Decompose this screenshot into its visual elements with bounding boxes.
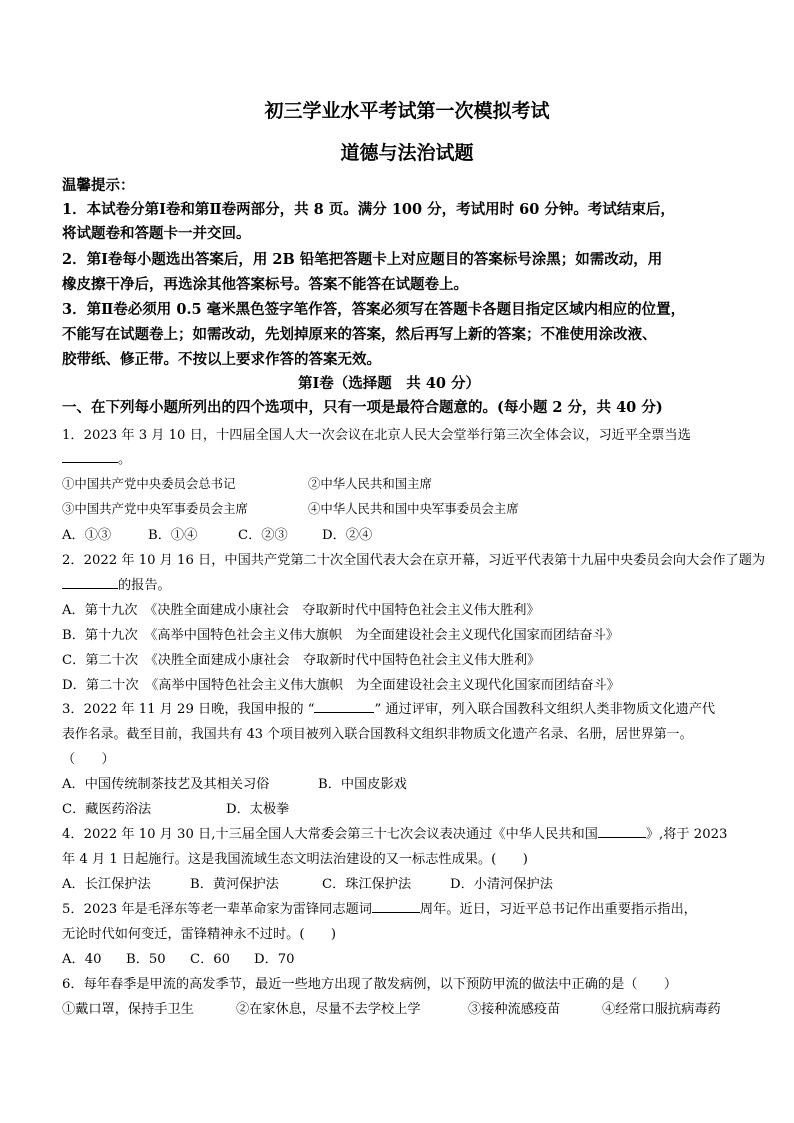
notice-heading: 温馨提示： [62, 177, 135, 194]
q4-option-c: C．珠江保护法 [322, 877, 412, 892]
q1-stem-end: 。 [118, 452, 132, 467]
q6-item-1: ①戴口罩，保持手卫生 [62, 1002, 194, 1017]
q4-option-b: B．黄河保护法 [190, 877, 279, 892]
exam-subtitle: 道德与法治试题 [340, 142, 474, 164]
q1-options [62, 524, 372, 543]
q1-option-a: A．①③ [62, 528, 112, 543]
answer-blank [62, 450, 118, 463]
section-title: 第Ⅰ卷（选择题 共 40 分） [298, 375, 481, 392]
q4-option-d: D．小清河保护法 [450, 877, 553, 892]
answer-blank [372, 900, 420, 913]
answer-blank [598, 825, 646, 838]
notice-line-6: 不能写在试题卷上；如需改动，先划掉原来的答案，然后再写上新的答案；不准使用涂改液、 [62, 326, 657, 343]
q1-item-2: ②中华人民共和国主席 [308, 476, 432, 491]
q1-item-1: ①中国共产党中央委员会总书记 [62, 476, 236, 491]
q5-stem-b: 周年。近日，习近平总书记作出重要指示指出， [419, 902, 697, 917]
q4-options [62, 873, 553, 892]
q1-items-row-2 [62, 499, 519, 517]
q1-stem-end-line [62, 448, 131, 467]
q4-stem [62, 823, 727, 842]
notice-line-3: 2．第Ⅰ卷每小题选出答案后，用 2B 铅笔把答题卡上对应题目的答案标号涂黑；如需改动，用 [62, 251, 663, 268]
q2-stem-end: 的报告。 [118, 578, 171, 593]
q1-item-3: ③中国共产党中央军事委员会主席 [62, 501, 248, 516]
q5-option-b: B．50 [126, 952, 166, 967]
section-instruction: 一、在下列每小题所列出的四个选项中，只有一项是最符合题意的。(每小题 2 分，共 40 分) [62, 399, 663, 416]
exam-title: 初三学业水平考试第一次模拟考试 [264, 100, 550, 122]
q2-option-b: B．第十九次 《高举中国特色社会主义伟大旗帜 为全面建设社会主义现代化国家而团结奋斗》 [62, 628, 619, 643]
q3-line-3: （ ） [62, 752, 115, 767]
q3-option-a: A．中国传统制茶技艺及其相关习俗 [62, 777, 270, 792]
q1-option-b: B．①④ [148, 528, 198, 543]
q5-option-c: C．60 [190, 952, 231, 967]
q3-options-row-1 [62, 773, 407, 792]
q1-items-row-1 [62, 474, 432, 492]
q4-line-2: 年 4 月 1 日起施行。这是我国流域生态文明法治建设的又一标志性成果。( ) [62, 852, 528, 867]
q1-option-d: D．②④ [322, 528, 373, 543]
q3-stem-b: ” 通过评审，列入联合国教科文组织人类非物质文化遗产代 [374, 702, 716, 717]
q4-stem-b: 》,将于 2023 [645, 827, 728, 842]
answer-blank [314, 700, 374, 713]
q1-option-c: C．②③ [238, 528, 288, 543]
q2-option-d: D．第二十次 《高举中国特色社会主义伟大旗帜 为全面建设社会主义现代化国家而团结奋斗》 [62, 678, 620, 693]
notice-line-7: 胶带纸、修正带。不按以上要求作答的答案无效。 [62, 351, 381, 368]
q3-option-b: B．中国皮影戏 [318, 777, 407, 792]
q5-line-2: 无论时代如何变迁，雷锋精神永不过时。( ) [62, 927, 337, 942]
q3-stem-a: 3．2022 年 11 月 29 日晚，我国申报的 “ [62, 702, 315, 717]
q5-option-a: A．40 [62, 952, 102, 967]
notice-line-5: 3．第Ⅱ卷必须用 0.5 毫米黑色签字笔作答，答案必须写在答题卡各题目指定区域内相应的位置， [62, 301, 686, 318]
q5-options [62, 948, 295, 967]
q5-option-d: D．70 [254, 952, 295, 967]
notice-line-1: 1．本试卷分第Ⅰ卷和第Ⅱ卷两部分，共 8 页。满分 100 分，考试用时 60 分钟。考试结束后， [62, 201, 675, 218]
q4-option-a: A．长江保护法 [62, 877, 151, 892]
q2-option-c: C．第二十次 《决胜全面建成小康社会 夺取新时代中国特色社会主义伟大胜利》 [62, 653, 541, 668]
q3-stem [62, 698, 715, 717]
notice-line-4: 橡皮擦干净后，再选涂其他答案标号。答案不能答在试题卷上。 [62, 276, 468, 293]
q3-line-2: 表作名录。截至目前，我国共有 43 个项目被列入联合国教科文组织非物质文化遗产名录、名册，居世界第一。 [62, 727, 693, 742]
q2-stem: 2．2022 年 10 月 16 日，中国共产党第二十次全国代表大会在京开幕，习近平代表第十九届中央委员会向大会作了题为 [62, 553, 766, 568]
q6-stem: 6．每年春季是甲流的高发季节，最近一些地方出现了散发病例，以下预防甲流的做法中正确的是（ ） [62, 977, 678, 992]
notice-line-2: 将试题卷和答题卡一并交回。 [62, 225, 251, 242]
q3-option-d: D．太极拳 [226, 802, 290, 817]
q6-item-4: ④经常口服抗病毒药 [602, 1002, 721, 1017]
q1-item-4: ④中华人民共和国中央军事委员会主席 [308, 501, 519, 516]
q1-stem: 1．2023 年 3 月 10 日，十四届全国人大一次会议在北京人民大会堂举行第三次全体会议，习近平全票当选 [62, 428, 691, 443]
q6-item-3: ③接种流感疫苗 [468, 1002, 561, 1017]
q4-stem-a: 4．2022 年 10 月 30 日,十三届全国人大常委会第三十七次会议表决通过《中华人民共和国 [62, 827, 598, 842]
q2-option-a: A．第十九次 《决胜全面建成小康社会 夺取新时代中国特色社会主义伟大胜利》 [62, 603, 540, 618]
answer-blank [62, 576, 118, 589]
q6-items [62, 998, 721, 1017]
q3-option-c: C．藏医药浴法 [62, 802, 152, 817]
q5-stem-a: 5．2023 年是毛泽东等老一辈革命家为雷锋同志题词 [62, 902, 372, 917]
q2-stem-end-line [62, 574, 171, 593]
q5-stem [62, 898, 697, 917]
q3-options-row-2 [62, 798, 289, 817]
q6-item-2: ②在家休息，尽量不去学校上学 [236, 1002, 421, 1017]
